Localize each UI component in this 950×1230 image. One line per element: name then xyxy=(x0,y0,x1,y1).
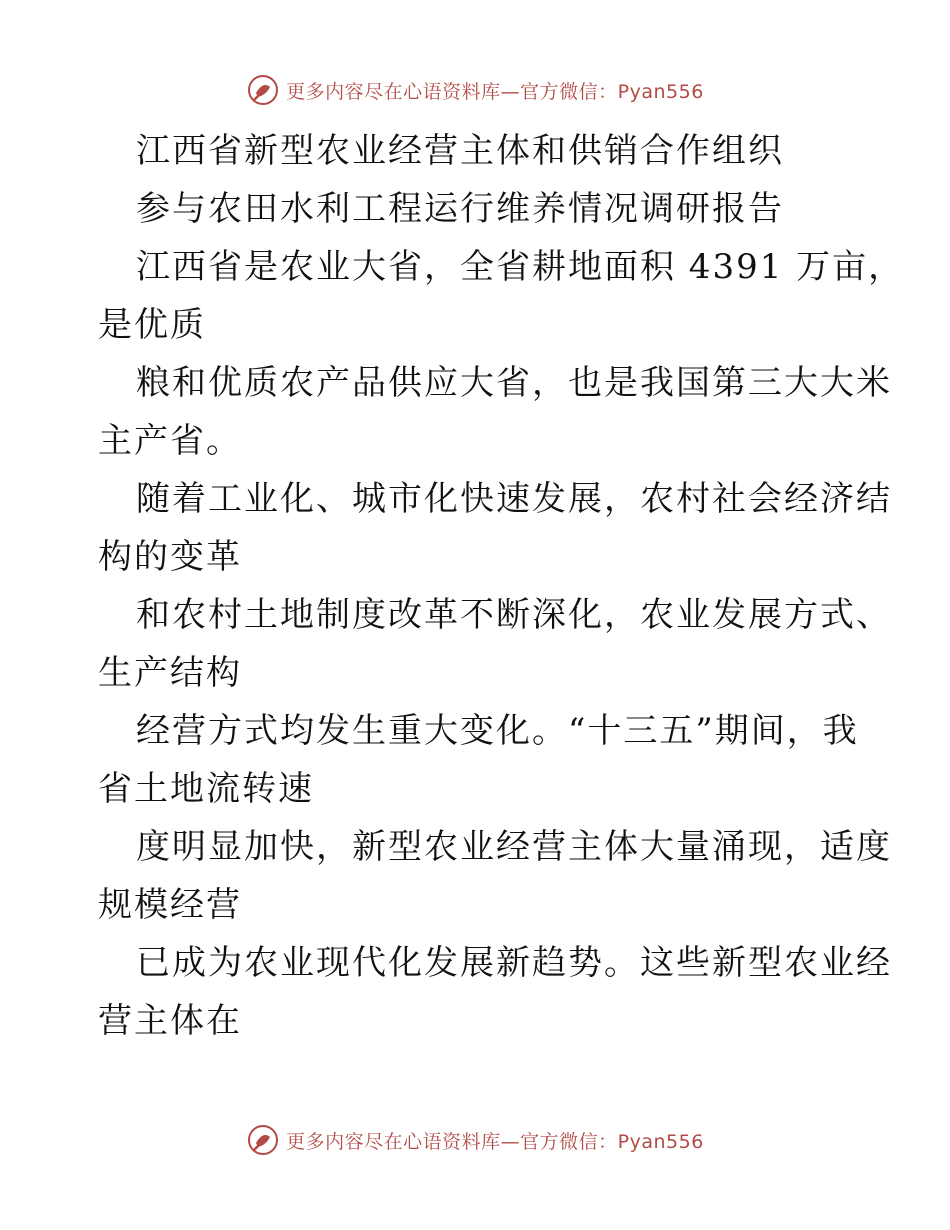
document-body xyxy=(0,122,950,1050)
pen-heart-logo-icon xyxy=(246,1123,280,1157)
title-line-2: 参与农田水利工程运行维养情况调研报告 xyxy=(136,189,784,229)
paragraph-line: 粮和优质农产品供应大省，也是我国第三大大米 xyxy=(136,363,892,403)
paragraph-line: 度明显加快，新型农业经营主体大量涌现，适度 xyxy=(136,827,892,867)
paragraph-line: 构的变革 xyxy=(98,537,242,577)
footer-banner-text: 更多内容尽在心语资料库—官方微信：Pyan556 xyxy=(286,1130,704,1153)
paragraph-line: 是优质 xyxy=(98,305,206,345)
paragraph-line: 规模经营 xyxy=(98,885,242,925)
paragraph-line: 已成为农业现代化发展新趋势。这些新型农业经 xyxy=(136,943,892,983)
paragraph-line: 营主体在 xyxy=(98,1001,242,1041)
paragraph-line: 和农村土地制度改革不断深化，农业发展方式、 xyxy=(136,595,892,635)
title-line-1: 江西省新型农业经营主体和供销合作组织 xyxy=(136,131,784,171)
header-banner-text: 更多内容尽在心语资料库—官方微信：Pyan556 xyxy=(286,80,704,103)
paragraph-line: 江西省是农业大省，全省耕地面积 4391 万亩， xyxy=(136,247,905,287)
paragraph-line: 经营方式均发生重大变化。“十三五”期间，我 xyxy=(136,711,859,751)
paragraph-line: 生产结构 xyxy=(98,653,242,693)
pen-heart-logo-icon xyxy=(246,73,280,107)
paragraph-line: 省土地流转速 xyxy=(98,769,314,809)
footer-banner xyxy=(0,1120,950,1160)
paragraph-line: 随着工业化、城市化快速发展，农村社会经济结 xyxy=(136,479,892,519)
paragraph-line: 主产省。 xyxy=(98,421,242,461)
header-banner xyxy=(0,70,950,110)
